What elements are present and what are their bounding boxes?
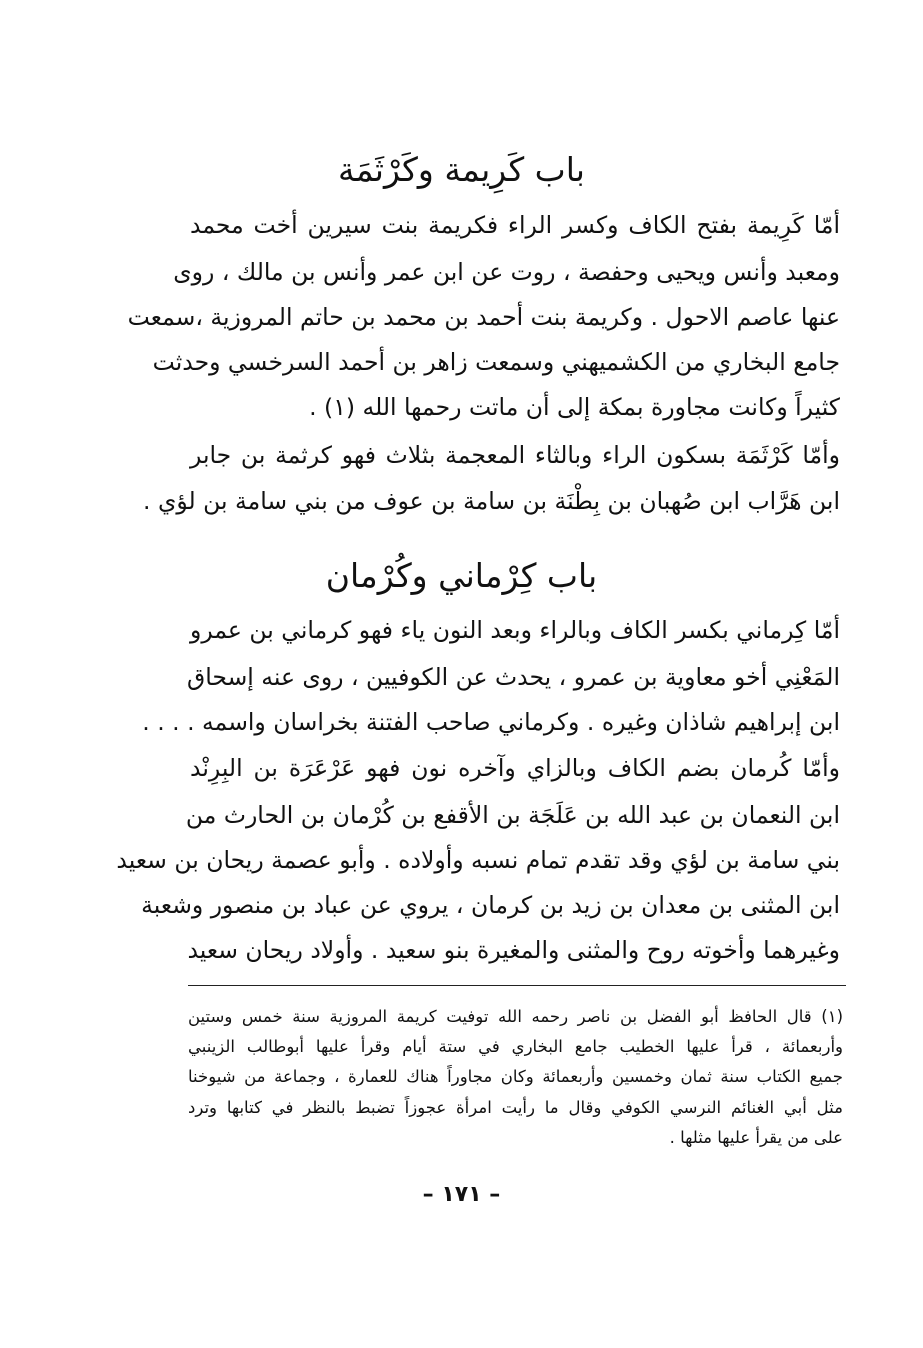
section-heading-karima-karthama: باب كَرِيمة وكَرْثَمَة: [338, 150, 585, 189]
footnote-line: (١) قال الحافظ أبو الفضل بن ناصر رحمه الله توفيت كريمة المروزية سنة خمس وستين: [188, 1007, 843, 1026]
text-line: المَعْنِي أخو معاوية بن عمرو ، يحدث عن الكوفيين ، روى عنه إسحاق: [187, 663, 840, 691]
text-line: بني سامة بن لؤي وقد تقدم تمام نسبه وأولاده . وأبو عصمة ريحان بن سعيد: [116, 846, 840, 874]
text-line: عنها عاصم الاحول . وكريمة بنت أحمد بن محمد بن حاتم المروزية ،سمعت: [127, 303, 840, 331]
text-line: ومعبد وأنس ويحيى وحفصة ، روت عن ابن عمر وأنس بن مالك ، روى: [173, 258, 840, 286]
text-line: أمّا كِرماني بكسر الكاف وبالراء وبعد النون ياء فهو كرماني بن عمرو: [190, 616, 840, 644]
footnote-line: على من يقرأ عليها مثلها .: [669, 1128, 843, 1147]
footnote-line: مثل أبي الغنائم النرسي الكوفي وقال ما رأيت امرأة عجوزاً تضبط بالنظر في كتابها وترد: [188, 1098, 843, 1117]
text-line: وأمّا كُرمان بضم الكاف وبالزاي وآخره نون فهو عَرْعَرَة بن البِرِنْد: [190, 754, 840, 782]
footnote-line: وأربعمائة ، قرأ عليها الخطيب جامع البخاري في ستة أيام وقرأ عليها أبوطالب الزينبي: [188, 1037, 843, 1056]
text-line: وغيرهما وأخوته روح والمثنى والمغيرة بنو سعيد . وأولاد ريحان سعيد: [187, 936, 840, 964]
section-heading-kirmani-kurman: باب كِرْماني وكُرْمان: [325, 556, 598, 595]
page-number: – ١٧١ –: [422, 1182, 501, 1207]
text-line: ابن إبراهيم شاذان وغيره . وكرماني صاحب الفتنة بخراسان واسمه . . . .: [142, 708, 840, 736]
footnote-separator: [188, 985, 846, 986]
text-line: أمّا كَرِيمة بفتح الكاف وكسر الراء فكريمة بنت سيرين أخت محمد: [190, 211, 840, 239]
text-line: ابن المثنى بن معدان بن زيد بن كرمان ، يروي عن عباد بن منصور وشعبة: [141, 891, 840, 919]
text-line: وأمّا كَرْثَمَة بسكون الراء وبالثاء المعجمة بثلاث فهو كرثمة بن جابر: [190, 441, 840, 469]
text-line: ابن هَرَّاب ابن صُهبان بن بِطْنَة بن سامة بن عوف من بني سامة بن لؤي .: [143, 487, 840, 515]
text-line: ابن النعمان بن عبد الله بن عَلَجَة بن الأقفع بن كُرْمان بن الحارث من: [185, 801, 840, 829]
footnote-line: جميع الكتاب سنة ثمان وخمسين وأربعمائة وكان مجاوراً هناك للعمارة ، وجماعة من شيوخنا: [188, 1067, 843, 1086]
text-line: جامع البخاري من الكشميهني وسمعت زاهر بن أحمد السرخسي وحدثت: [152, 348, 840, 376]
text-line: كثيراً وكانت مجاورة بمكة إلى أن ماتت رحمها الله (١) .: [309, 393, 840, 421]
